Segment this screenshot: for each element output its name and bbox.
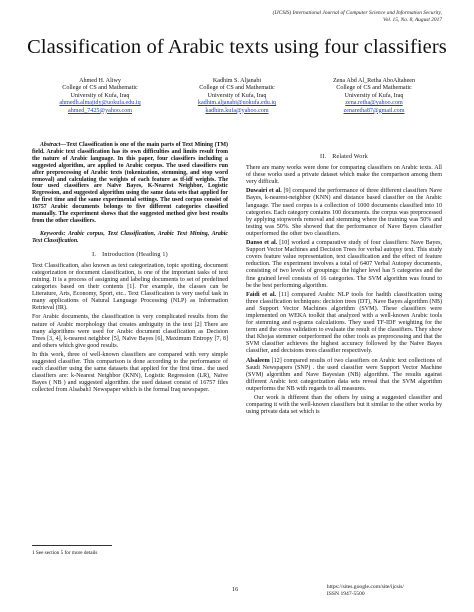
author-name: Zena Abd Al_Retha AboAltaheen [332,78,416,84]
footer-issn: ISSN 1947-5500 [326,591,365,597]
author-email-link[interactable]: kadhim.aljanabi@uokufa.edu.iq [197,100,277,107]
author-name: Kadhim S. Aljanabi [212,78,262,84]
author-email-link[interactable]: zenaretha87@gmail.com [343,107,405,114]
author-block [34,78,440,115]
related-work-paragraph-1: There are many works were done for comparing classifiers on Arabic texts. All of these works used a private dataset which make the comparison among them very difficult. [246,165,442,186]
paper-title: Classification of Arabic texts using four classifiers [27,36,447,58]
keywords-text: Arabic corpus, Text Classification, Arabic Text Mining, Arabic Text Classification. [32,230,228,244]
author-1 [34,78,166,115]
related-work-paragraph-4 [246,292,442,356]
author-3 [308,78,440,115]
footnote-divider [32,545,112,546]
intro-paragraph-3: In this work, three of well-known classifiers are compared with very simple suggested classifier. This comparison is done according to the performance of each classifier using the same datasets that applied for the first time.. the used classifiers are: k-Nearest Neighbor (KNN), Logistic Regression (LR), Naïve Bayes ( NB ) and suggested algorithm. the used dataset consist of 16757 files collected from Alsabah1 Newspaper which is the formal Iraq newspaper. [32,351,228,394]
intro-paragraph-2: For Arabic documents, the classification is very complicated results from the nature of Arabic morphology that creates ambiguity in the text [2] There are many algorithms were used for Arabic document classification as Decision Trees [3, 4], k-nearest neighbor [5], Naïve Bayes [6], Maximum Entropy [7, 8] and others which give good results. [32,314,228,349]
abstract-label: Abstract [40,142,61,148]
author-2 [171,78,303,115]
footer-url-link[interactable]: https://sites.google.com/site/ijcsis/ [326,584,404,590]
abstract-text: —Text Classification is one of the main parts of Text Mining (TM) field. Arabic text classification has its own difficulties and limits result from the nature of Arabic language. In this paper, four classifiers including a suggested algorithm, are applied to Arabic corpus. The used classifiers run after preprocessing of Arabic texts (tokenization, stemming, and stop word removal) and calculating the weights of each feature as tf-idf weights. The four used classifiers are Naïve Bayes, K-Nearest Neighbor, Logistic Regression, and suggested algorithm using the same data sets that applied for the first time and the same experimental settings. The used corpus consist of 16757 Arabic documents belongs to five different categories classified manually. The experiment shows that the suggested method give best results from the other classifiers. [32,142,228,224]
author-dept: College of CS and Mathematic [336,85,412,92]
keywords-label: Keywords: [40,230,66,237]
section-heading-introduction [32,252,228,259]
related-work-paragraph-2 [246,188,442,238]
paragraph-text: [10] worked a comparative study of four classifiers: Nave Bayes, Support Vector Machines and Decision Trees for verbal autopsy text. This study covers feature value representation, text classification and the effect of feature reduction. The experiment involves a total of 6407 Verbal Autopsy documents, consisting of two levels of groupings: the higher level has 5 categories and the fine grained level consists of 16 categories. The SVM algorithm was found to be the best performing algorithm. [246,240,442,289]
page-number: 16 [232,586,239,593]
journal-header [142,10,442,24]
author-dept: College of CS and Mathematic [62,85,138,92]
paragraph-text: [9] compared the performance of three different classifiers Nave Bayes, k-nearest-neighbor (KNN) and distance based classifier on the Arabic language. The used corpus is a collection of 1000 documents classified into 10 categories. Each category contains 100 documents. the corpus was preprocessed by applying stopwords removal and stemming where the training was 50% and testing was 50%. She showed that the performance of Nave Bayes classifier outperformed the other two classifiers. [246,188,443,237]
cited-author: Duwairi et al. [246,188,282,195]
author-email-link[interactable]: zena.retha@yahoo.com [345,100,403,107]
related-work-paragraph-5 [246,358,442,393]
cited-author: Danso et al. [246,240,278,247]
intro-paragraph-1: Text Classification, also known as text categorization, topic spotting, document categorization or document classification, is one of the important tasks of text mining. It is a process of assigning and labeling documents to set of predefined categories based on their contents [1]. For example, the classes can be Literature, Arts, Economy, Sport, etc.. Text Classification is very useful task in many applications of Natural Language Processing (NLP) as Information Retrieval (IR). [32,262,228,312]
author-email-link[interactable]: kadhim.kufa@yahoo.com [205,107,269,114]
author-univ: University of Kufa, Iraq [344,92,404,99]
journal-header-line2: Vol. 15, No. 8, August 2017 [382,17,442,23]
cited-author: Faidi et al. [246,291,277,298]
abstract [32,142,228,225]
author-univ: University of Kufa, Iraq [70,92,130,99]
section-heading-related-work [246,154,442,161]
section-number: II. [320,154,327,160]
paragraph-text: [12] compared results of two classifiers on Arabic text collections of Saudi Newspapers (SNP) . the used classifier were Support Vector Machine (SVM) algorithm and Nave Bayesian (NB) algorithm. The results against different Arabic text categorization data sets reveal that the SVM algorithm outperforms the NB with regards to all measures. [246,357,442,392]
author-email-link[interactable]: ahmedh.almajidy@uokufa.edu.iq [59,100,141,107]
cited-author: Alsaleem [246,357,270,364]
section-title: Related Work [332,154,368,160]
section-number: I. [92,251,97,258]
section-title: Introduction (Heading 1) [102,251,168,258]
author-email-link[interactable]: ahmed_7425@yahoo.com [68,107,132,114]
paragraph-text: [11] compared Arabic NLP tools for hadith classification using three classification techniques: decision trees (DT), Nave Bayes algorithm (NB) and Support Vector Machines algorithm (SVM). These classifiers were implemented on WEKA toolkit that analyzed with a well-known Arabic tools for stemming and n-grams calculations. They used TF-IDF weighting for the term and the cross validation to evaluate the result of the classifiers. They show that Khojas stemmer outperformed the other tools as preprocessing and that the SVM classifier achieves the highest accuracy followed by the Naive Bayes classifier, and decisions trees classifier respectively. [246,291,442,355]
keywords [32,231,228,245]
right-column [246,142,442,418]
author-univ: University of Kufa, Iraq [207,92,267,99]
journal-header-line1: (IJCSIS) International Journal of Computer Science and Information Security, [272,10,442,16]
journal-footer [327,584,404,598]
related-work-paragraph-3 [246,240,442,290]
author-name: Ahmed H. Aliwy [79,78,121,84]
left-column [32,142,228,396]
footnote: 1 See section 5 for more details [32,550,98,556]
related-work-paragraph-6: Our work is different than the others by using a suggested classifier and comparing it with the well-known classifiers but it similar to the other works by using private data set which is [246,395,442,416]
author-dept: College of CS and Mathematic [199,85,275,92]
